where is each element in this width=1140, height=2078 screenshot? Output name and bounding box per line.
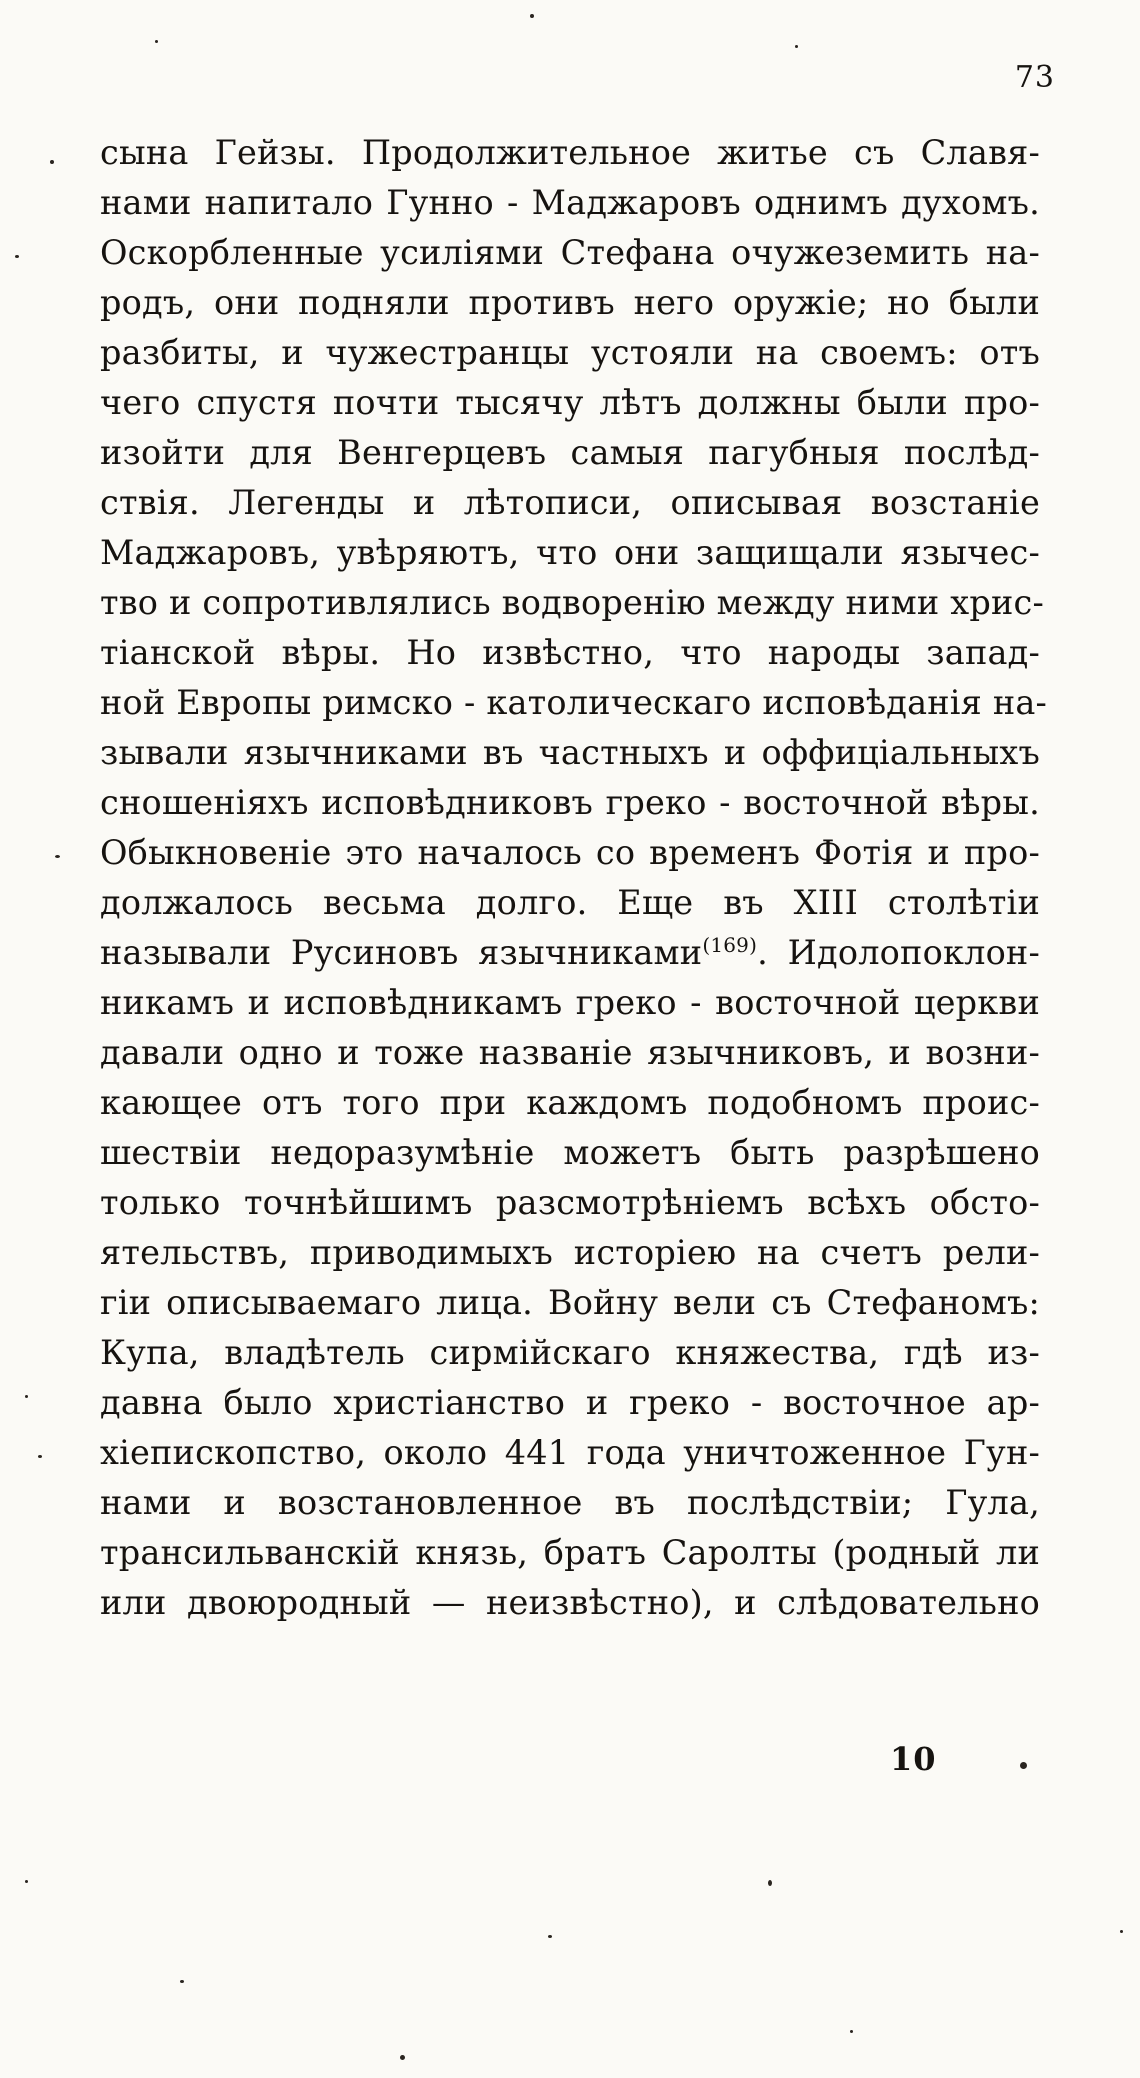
text-line: давна было христіанство и греко - восточное ар- bbox=[100, 1383, 1040, 1422]
scan-speck bbox=[768, 1880, 772, 1886]
text-line: должалось весьма долго. Еще въ XIII столѣтіи bbox=[100, 883, 1040, 922]
scan-speck bbox=[25, 1880, 28, 1883]
scan-speck bbox=[50, 160, 54, 164]
scan-speck bbox=[850, 2030, 853, 2033]
text-line: зывали язычниками въ частныхъ и оффиціальныхъ bbox=[100, 733, 1040, 772]
text-line: родъ, они подняли противъ него оружіе; но были bbox=[100, 283, 1040, 322]
text-line: чего спустя почти тысячу лѣтъ должны были про- bbox=[100, 383, 1040, 422]
text-line: хіепископство, около 441 года уничтоженное Гун- bbox=[100, 1433, 1040, 1472]
scan-speck bbox=[15, 255, 19, 258]
text-segment: . Идолопоклон- bbox=[757, 933, 1040, 972]
body-text bbox=[100, 128, 1048, 1628]
text-line: или двоюродный — неизвѣстно), и слѣдовательно bbox=[100, 1583, 1040, 1622]
scan-speck bbox=[1020, 1762, 1027, 1769]
text-line: тво и сопротивлялись водворенію между ними хрис- bbox=[100, 583, 1044, 622]
text-line: ной Европы римско - католическаго исповѣданія на- bbox=[100, 683, 1048, 722]
scan-speck bbox=[25, 1395, 28, 1398]
text-line: разбиты, и чужестранцы устояли на своемъ: отъ bbox=[100, 333, 1040, 372]
scan-speck bbox=[38, 1455, 42, 1458]
text-line: тіанской вѣры. Но извѣстно, что народы запад- bbox=[100, 633, 1040, 672]
text-line: только точнѣйшимъ разсмотрѣніемъ всѣхъ обсто- bbox=[100, 1183, 1040, 1222]
text-line: шествіи недоразумѣніе можетъ быть разрѣшено bbox=[100, 1133, 1040, 1172]
scan-speck bbox=[400, 2055, 405, 2060]
text-line: трансильванскій князь, братъ Саролты (родный ли bbox=[100, 1533, 1040, 1572]
scan-speck bbox=[180, 1980, 184, 1983]
scan-speck bbox=[530, 14, 534, 18]
scan-speck bbox=[55, 855, 60, 858]
text-segment: называли Русиновъ язычниками bbox=[100, 933, 703, 972]
text-line: ятельствъ, приводимыхъ исторіею на счетъ рели- bbox=[100, 1233, 1040, 1272]
scan-speck bbox=[795, 45, 798, 48]
text-line: ствія. Легенды и лѣтописи, описывая возстаніе bbox=[100, 483, 1040, 522]
text-line: Маджаровъ, увѣряютъ, что они защищали язычес- bbox=[100, 533, 1040, 572]
scan-speck bbox=[1120, 1930, 1123, 1933]
text-line: Купа, владѣтель сирмійскаго княжества, гдѣ из- bbox=[100, 1333, 1040, 1372]
text-line: давали одно и тоже названіе язычниковъ, и возни- bbox=[100, 1033, 1040, 1072]
text-line: сношеніяхъ исповѣдниковъ греко - восточной вѣры. bbox=[100, 783, 1040, 822]
text-line: изойти для Венгерцевъ самыя пагубныя послѣд- bbox=[100, 433, 1040, 472]
text-line-with-footnote bbox=[100, 928, 1040, 978]
scan-speck bbox=[548, 1935, 552, 1938]
text-line: Обыкновеніе это началось со временъ Фотія и про- bbox=[100, 833, 1040, 872]
text-line: сына Гейзы. Продолжительное житье съ Славя- bbox=[100, 133, 1040, 172]
text-line: кающее отъ того при каждомъ подобномъ проис- bbox=[100, 1083, 1040, 1122]
signature-mark: 10 bbox=[890, 1740, 937, 1778]
text-line: Оскорбленные усиліями Стефана очужеземить на- bbox=[100, 233, 1040, 272]
text-line: нами напитало Гунно - Маджаровъ однимъ духомъ. bbox=[100, 183, 1040, 222]
scan-speck bbox=[155, 40, 158, 43]
text-line: нами и возстановленное въ послѣдствіи; Гула, bbox=[100, 1483, 1040, 1522]
footnote-reference[interactable]: (169) bbox=[702, 932, 758, 957]
text-line: гіи описываемаго лица. Войну вели съ Стефаномъ: bbox=[100, 1283, 1040, 1322]
text-line: никамъ и исповѣдникамъ греко - восточной церкви bbox=[100, 983, 1040, 1022]
page-number: 73 bbox=[1014, 60, 1055, 95]
